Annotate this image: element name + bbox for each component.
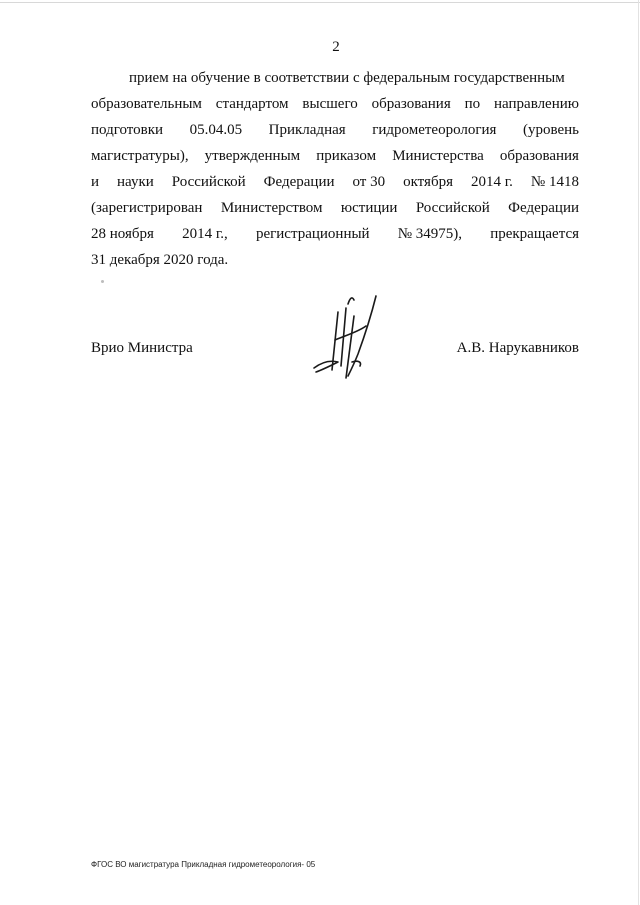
body-paragraph [91, 65, 579, 273]
text-word: по [464, 96, 481, 112]
text-line [91, 65, 579, 91]
text-line [91, 91, 579, 117]
text-word: (уровень [522, 122, 579, 138]
signatory-name: А.В. Нарукавников [456, 340, 579, 356]
text-line [91, 221, 579, 247]
text-word: высшего [302, 96, 358, 112]
page-number: 2 [332, 39, 340, 55]
text-line [91, 117, 579, 143]
text-word: 2014 г. [470, 174, 513, 190]
text-word: науки [117, 174, 154, 190]
text-word: Российской [171, 174, 246, 190]
scan-edge-right [638, 0, 639, 905]
text-word: Федерации [508, 200, 579, 216]
text-word: и [91, 174, 100, 190]
text-word: Министерства [392, 148, 484, 164]
text-word: прекращается [490, 226, 579, 242]
text-word: образования [499, 148, 579, 164]
text-word: гидрометеорология [372, 122, 497, 138]
text-word: образования [371, 96, 451, 112]
text-word: утвержденным [204, 148, 301, 164]
text-word: 31 декабря 2020 года. [91, 252, 229, 268]
text-word: Министерством [220, 200, 323, 216]
footer-document-code: ФГОС ВО магистратура Прикладная гидрометеорология- 05 [91, 860, 316, 869]
text-word: образовательным [91, 96, 202, 112]
text-line [91, 143, 579, 169]
scan-edge-top [0, 2, 640, 3]
text-word: 05.04.05 [189, 122, 243, 138]
text-word: Прикладная [268, 122, 346, 138]
text-word: (зарегистрирован [91, 200, 203, 216]
text-word: приказом [316, 148, 377, 164]
text-word: направлению [494, 96, 579, 112]
signatory-title: Врио Министра [91, 340, 193, 356]
text-word: прием на обучение в соответствии с федеральным государственным [129, 70, 565, 86]
text-word: Федерации [263, 174, 335, 190]
text-word: подготовки [91, 122, 164, 138]
text-word: 2014 г., [182, 226, 228, 242]
text-word: 28 ноября [91, 226, 154, 242]
text-word: магистратуры), [91, 148, 189, 164]
scan-speck [101, 280, 104, 283]
text-word: Российской [415, 200, 490, 216]
text-word: № 1418 [530, 174, 579, 190]
text-word: октября [403, 174, 453, 190]
handwritten-signature [308, 292, 388, 382]
text-word: стандартом [215, 96, 289, 112]
text-word: регистрационный [255, 226, 370, 242]
text-line [91, 169, 579, 195]
text-line [91, 195, 579, 221]
text-word: юстиции [340, 200, 398, 216]
text-line [91, 247, 579, 273]
text-word: от 30 [352, 174, 386, 190]
text-word: № 34975), [397, 226, 463, 242]
